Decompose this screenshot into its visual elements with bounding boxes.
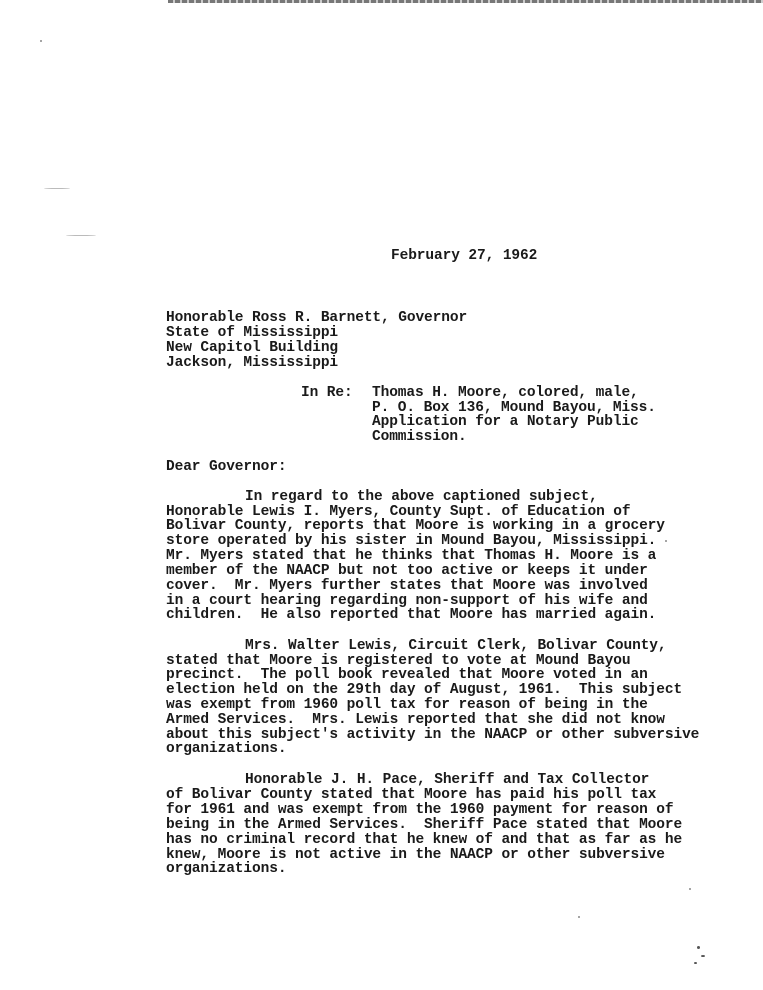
paragraph-1-line: in a court hearing regarding non-support of his wife and <box>166 593 648 609</box>
paragraph-3-line: being in the Armed Services. Sheriff Pace stated that Moore <box>166 817 683 833</box>
paragraph-2-line: election held on the 29th day of August, 1961. This subject <box>166 682 683 698</box>
paragraph-1-line: cover. Mr. Myers further states that Moore was involved <box>166 578 648 594</box>
paragraph-3-line: of Bolivar County stated that Moore has paid his poll tax <box>166 787 657 803</box>
paragraph-1-line: children. He also reported that Moore has married again. <box>166 607 657 623</box>
re-line-1: Thomas H. Moore, colored, male, <box>372 385 639 401</box>
paragraph-2-line: stated that Moore is registered to vote at Mound Bayou <box>166 653 631 669</box>
paragraph-2-line: was exempt from 1960 poll tax for reason of being in the <box>166 697 648 713</box>
address-line-4: Jackson, Mississippi <box>166 355 339 371</box>
paragraph-3-line: for 1961 and was exempt from the 1960 payment for reason of <box>166 802 674 818</box>
paragraph-3-line: Honorable J. H. Pace, Sheriff and Tax Collector <box>245 772 650 788</box>
paragraph-2-line: precinct. The poll book revealed that Moore voted in an <box>166 667 648 683</box>
scan-speck <box>665 540 667 542</box>
address-line-2: State of Mississippi <box>166 325 339 341</box>
paragraph-1-line: member of the NAACP but not too active or keeps it under <box>166 563 648 579</box>
salutation: Dear Governor: <box>166 459 287 475</box>
paragraph-1-line: In regard to the above captioned subject, <box>245 489 598 505</box>
scan-edge-rule <box>168 0 763 3</box>
re-line-2: P. O. Box 136, Mound Bayou, Miss. <box>372 400 656 416</box>
address-line-1: Honorable Ross R. Barnett, Governor <box>166 310 468 326</box>
paragraph-3-line: has no criminal record that he knew of and that as far as he <box>166 832 683 848</box>
scan-speck <box>689 888 691 890</box>
scan-speck <box>694 962 697 964</box>
address-line-3: New Capitol Building <box>166 340 339 356</box>
scan-speck <box>701 955 705 957</box>
paragraph-2-line: organizations. <box>166 741 287 757</box>
paragraph-1-line: store operated by his sister in Mound Bayou, Mississippi. <box>166 533 657 549</box>
paragraph-1-line: Bolivar County, reports that Moore is working in a grocery <box>166 518 665 534</box>
paragraph-1-line: Mr. Myers stated that he thinks that Thomas H. Moore is a <box>166 548 657 564</box>
paragraph-3-line: knew, Moore is not active in the NAACP or other subversive <box>166 847 665 863</box>
scan-speck <box>66 235 96 236</box>
paragraph-2-line: Mrs. Walter Lewis, Circuit Clerk, Bolivar County, <box>245 638 667 654</box>
letter-date: February 27, 1962 <box>391 248 538 264</box>
scan-speck <box>578 916 580 918</box>
re-line-3: Application for a Notary Public <box>372 414 639 430</box>
re-label: In Re: <box>301 385 353 401</box>
paragraph-2-line: Armed Services. Mrs. Lewis reported that she did not know <box>166 712 665 728</box>
paragraph-3-line: organizations. <box>166 861 287 877</box>
re-line-4: Commission. <box>372 429 467 445</box>
scan-speck <box>697 946 700 949</box>
scan-speck <box>40 40 42 42</box>
paragraph-2-line: about this subject's activity in the NAACP or other subversive <box>166 727 700 743</box>
paragraph-1-line: Honorable Lewis I. Myers, County Supt. of Education of <box>166 504 631 520</box>
scan-speck <box>44 188 70 189</box>
